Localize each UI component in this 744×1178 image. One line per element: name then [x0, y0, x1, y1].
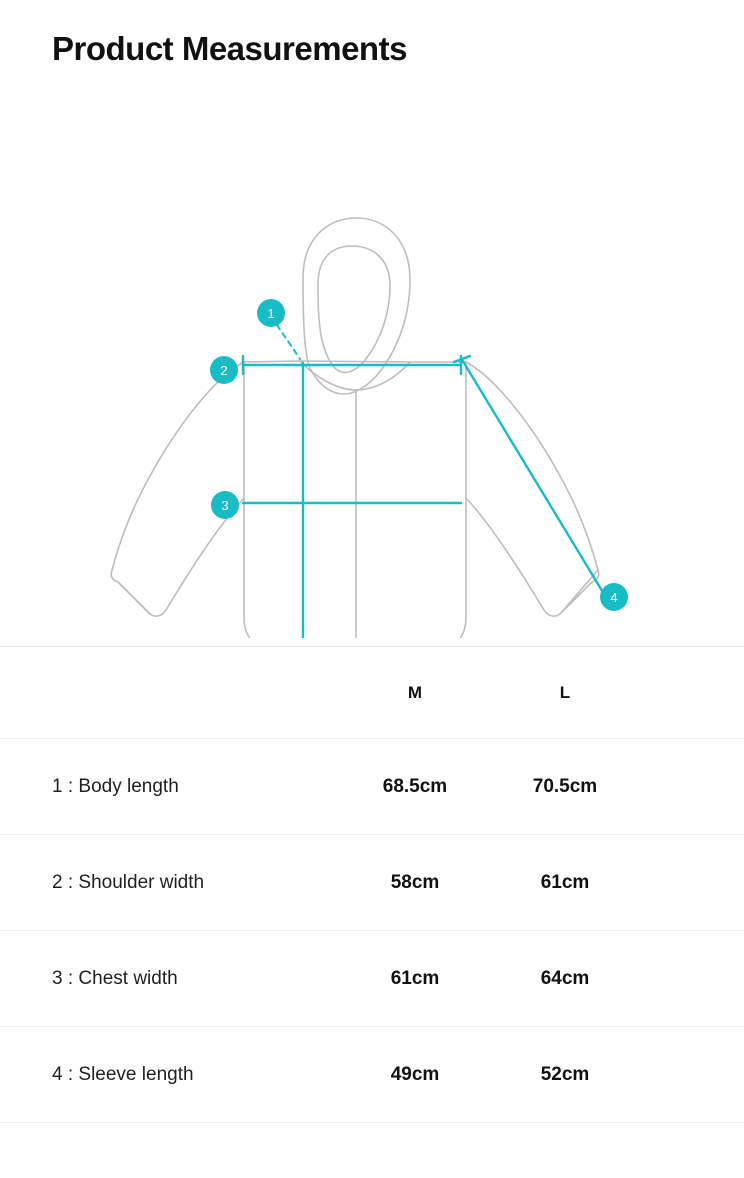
row-value-body-length-m: 68.5cm	[340, 739, 490, 835]
svg-text:2: 2	[220, 363, 228, 378]
measurement-lines	[243, 325, 604, 638]
table-row	[0, 1027, 744, 1123]
column-header-label	[0, 647, 340, 739]
row-label-body-length: 1 : Body length	[0, 739, 340, 835]
marker-3	[211, 491, 239, 519]
column-header-size-l: L	[490, 647, 640, 739]
table-header-row	[0, 647, 744, 739]
svg-text:3: 3	[221, 498, 229, 513]
row-value-shoulder-width-l: 61cm	[490, 835, 640, 931]
table-row	[0, 739, 744, 835]
row-value-chest-width-l: 64cm	[490, 931, 640, 1027]
svg-text:4: 4	[610, 590, 618, 605]
measurements-table	[0, 646, 744, 1123]
row-label-shoulder-width: 2 : Shoulder width	[0, 835, 340, 931]
garment-measurement-diagram	[0, 78, 744, 638]
row-spacer	[640, 1027, 744, 1123]
row-spacer	[640, 739, 744, 835]
svg-text:1: 1	[267, 306, 275, 321]
row-label-chest-width: 3 : Chest width	[0, 931, 340, 1027]
table-row	[0, 835, 744, 931]
row-spacer	[640, 931, 744, 1027]
marker-4	[600, 583, 628, 611]
row-value-sleeve-length-l: 52cm	[490, 1027, 640, 1123]
column-header-spacer	[640, 647, 744, 739]
marker-1	[257, 299, 285, 327]
row-value-shoulder-width-m: 58cm	[340, 835, 490, 931]
row-value-sleeve-length-m: 49cm	[340, 1027, 490, 1123]
column-header-size-m: M	[340, 647, 490, 739]
row-label-sleeve-length: 4 : Sleeve length	[0, 1027, 340, 1123]
row-spacer	[640, 835, 744, 931]
page-title: Product Measurements	[52, 30, 407, 67]
marker-2	[210, 356, 238, 384]
row-value-body-length-l: 70.5cm	[490, 739, 640, 835]
measurements-table-wrap	[0, 646, 744, 1123]
table-row	[0, 931, 744, 1027]
jacket-outline	[111, 218, 599, 638]
row-value-chest-width-m: 61cm	[340, 931, 490, 1027]
